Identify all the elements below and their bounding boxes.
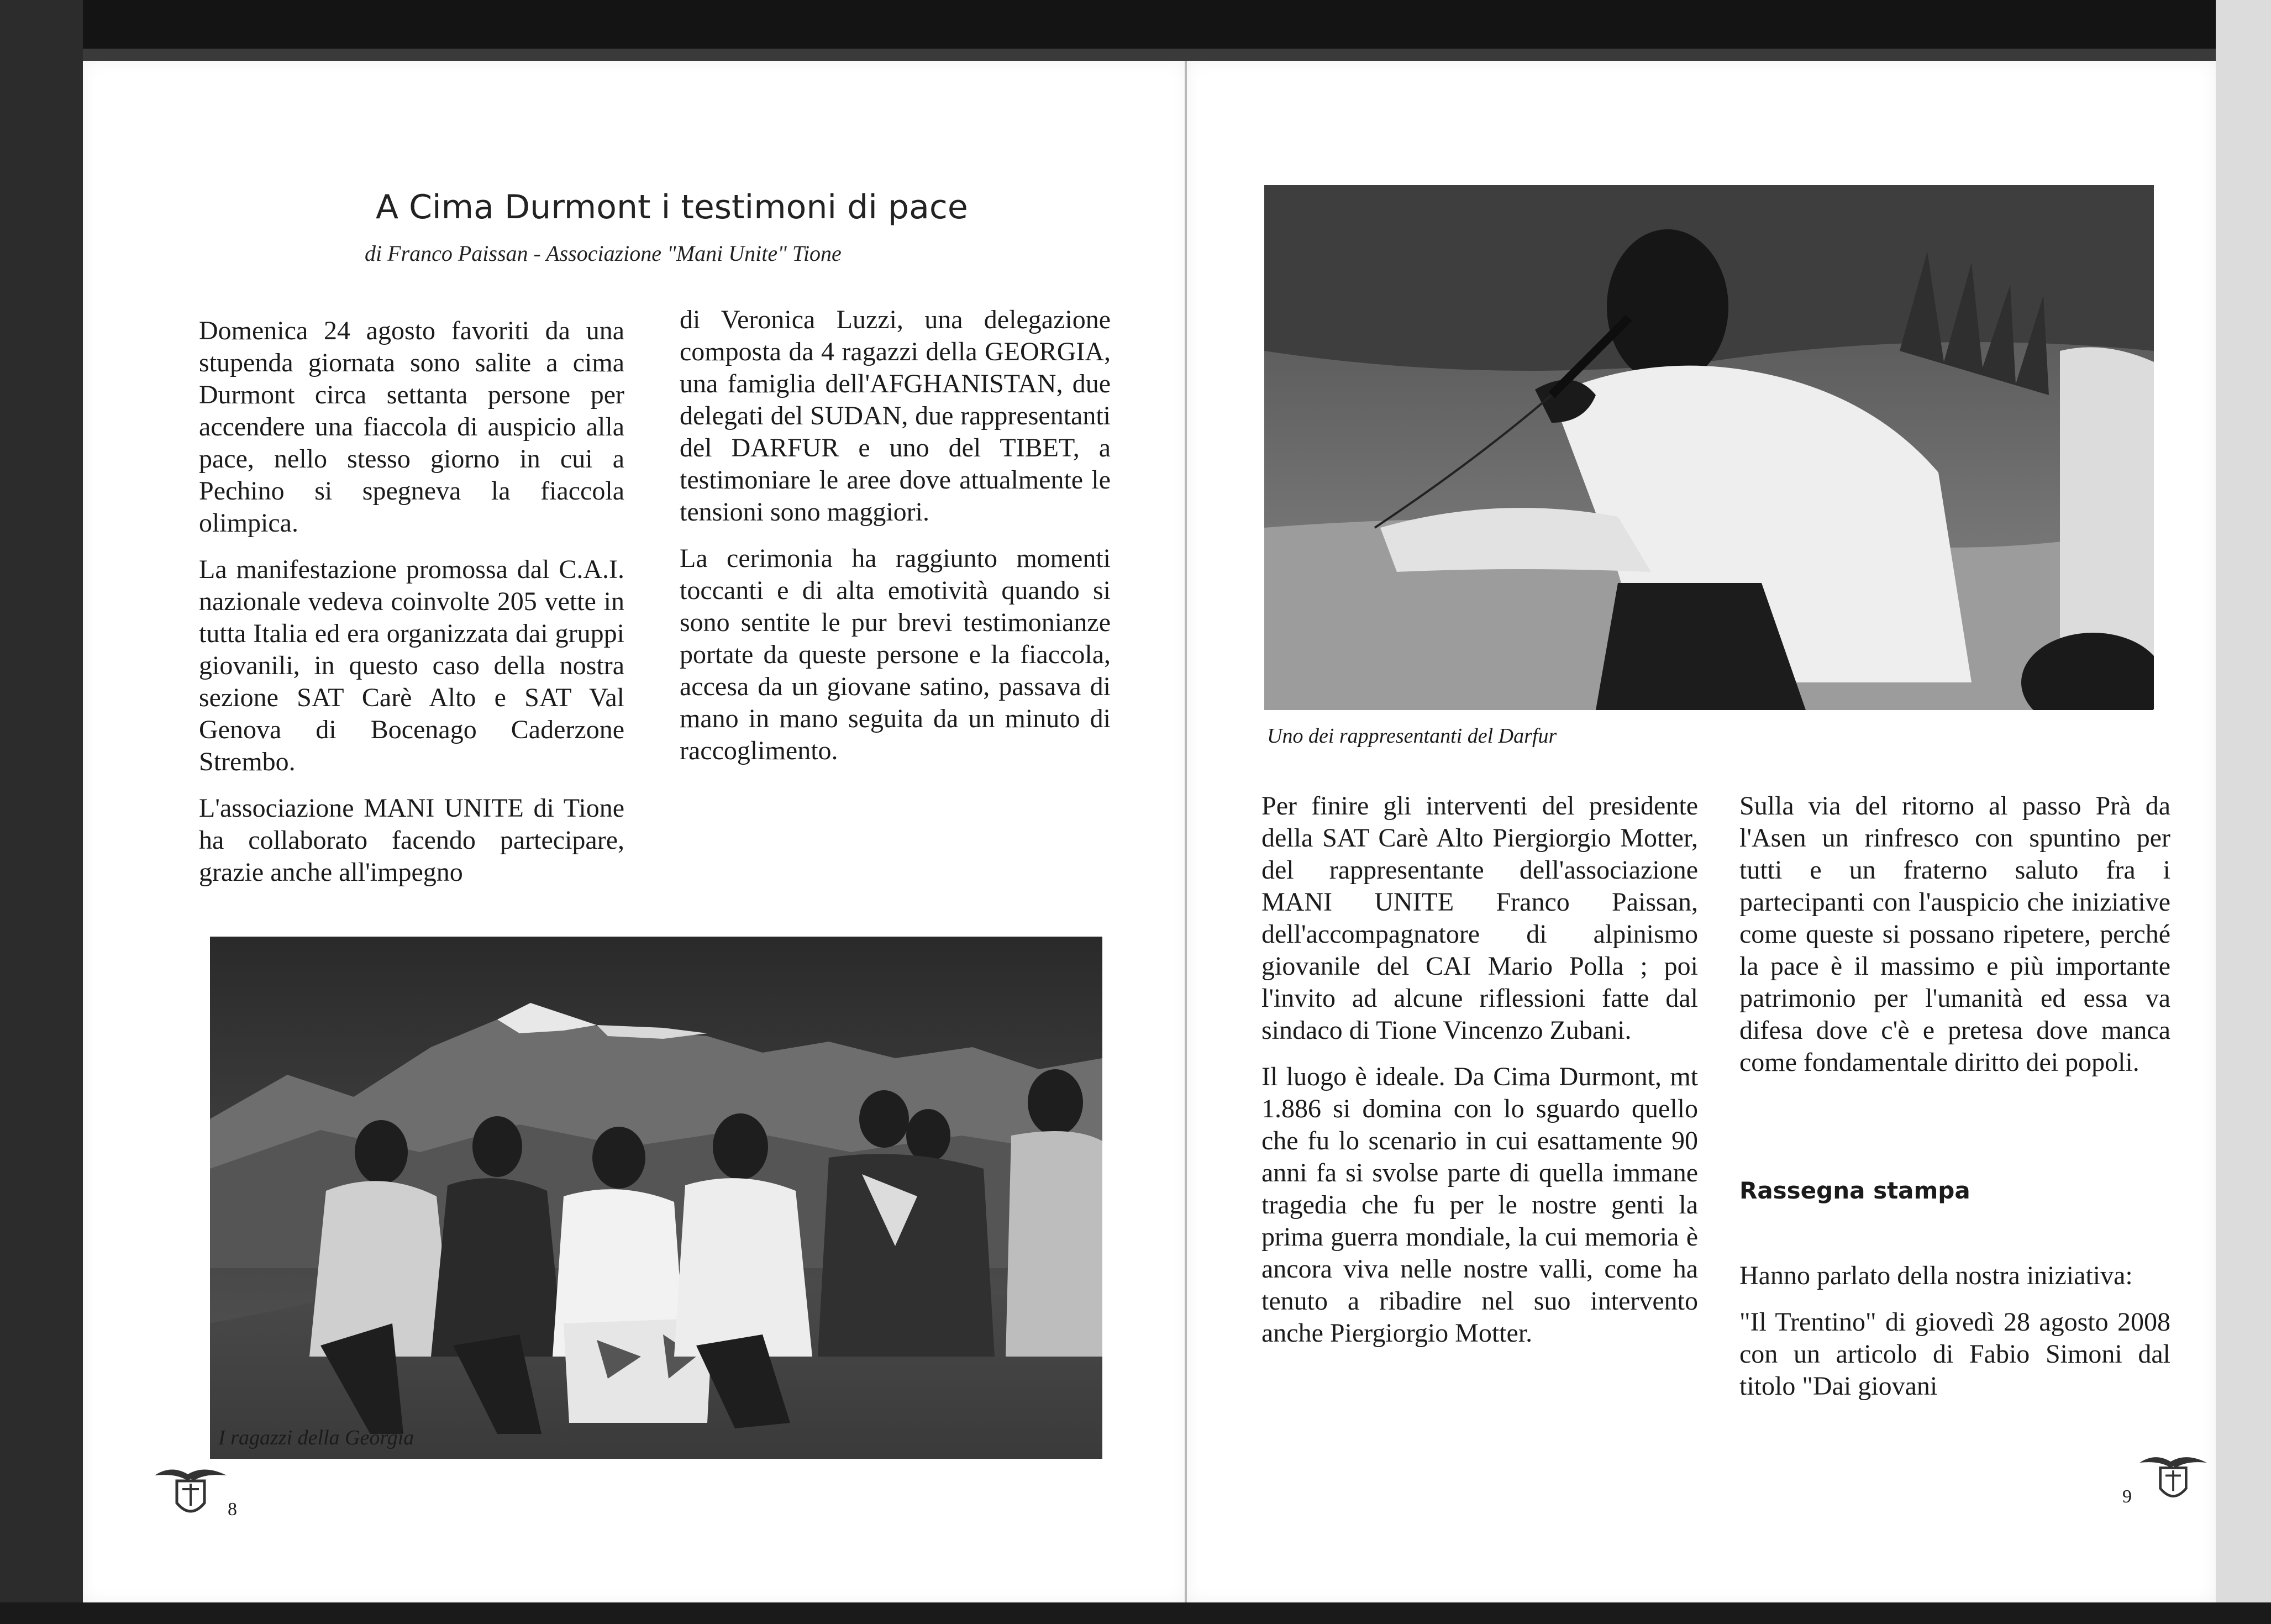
press-review-heading: Rassegna stampa (1739, 1177, 1970, 1204)
paragraph: L'associazione MANI UNITE di Tione ha collaborato facendo partecipare, grazie anche all'impegno (199, 793, 624, 887)
right-column-1 (1261, 790, 1698, 1364)
left-page (83, 61, 1187, 1602)
scan-border-top (0, 0, 2271, 49)
page-number: 9 (2122, 1486, 2132, 1507)
paragraph: Hanno parlato della nostra iniziativa: (1739, 1261, 2133, 1290)
left-column-2 (680, 304, 1111, 781)
paragraph: Domenica 24 agosto favoriti da una stupenda giornata sono salite a cima Durmont circa settanta persone per accendere una fiaccola di auspicio alla pace, nello stesso giorno in cui a Pechino si spegneva la fiaccola olimpica. (199, 316, 624, 538)
darfur-representative-photo (1264, 185, 2154, 710)
scan-border-right (2216, 0, 2271, 1624)
page-number: 8 (228, 1499, 237, 1520)
article-title: A Cima Durmont i testimoni di pace (376, 188, 968, 227)
georgia-photo-caption: I ragazzi della Georgia (218, 1426, 414, 1449)
sat-emblem-icon (149, 1459, 232, 1525)
paragraph: La manifestazione promossa dal C.A.I. nazionale vedeva coinvolte 205 vette in tutta Italia ed era organizzata dai gruppi giovanili, in questo caso della nostra sezione SAT Carè Alto e SAT Val Genova di Bocenago Caderzone Strembo. (199, 555, 624, 776)
scan-border-left (0, 0, 83, 1624)
press-review-text (1739, 1260, 2170, 1417)
paragraph: Il luogo è ideale. Da Cima Durmont, mt 1.886 si domina con lo sguardo quello che fu lo scenario in cui esattamente 90 anni fa si svolse parte di quella immane tragedia che fu per le nostre genti la prima guerra mondiale, la cui memoria è ancora viva nelle nostre valli, come ha tenuto a ribadire nel suo intervento anche Piergiorgio Motter. (1261, 1062, 1698, 1348)
georgia-group-photo (210, 937, 1102, 1459)
scan-border-bottom (0, 1602, 2271, 1624)
right-page (1187, 61, 2216, 1602)
sat-emblem-icon (2135, 1445, 2212, 1511)
paragraph: di Veronica Luzzi, una delegazione composta da 4 ragazzi della GEORGIA, una famiglia dell'AFGHANISTAN, due delegati del SUDAN, due rappresentanti del DARFUR e uno del TIBET, a testimoniare le aree dove attualmente le tensioni sono maggiori. (680, 305, 1111, 527)
article-byline: di Franco Paissan - Associazione "Mani Unite" Tione (365, 241, 842, 266)
paragraph: La cerimonia ha raggiunto momenti toccanti e di alta emotività quando si sono sentite le pur brevi testimonianze portate da queste persone e la fiaccola, accesa da un giovane satino, passava di mano in mano seguita da un minuto di raccoglimento. (680, 544, 1111, 765)
darfur-photo-caption: Uno dei rappresentanti del Darfur (1267, 724, 1557, 748)
paragraph: "Il Trentino" di giovedì 28 agosto 2008 con un articolo di Fabio Simoni dal titolo "Dai giovani (1739, 1307, 2170, 1401)
left-column-1 (199, 315, 624, 903)
paragraph: Sulla via del ritorno al passo Prà da l'Asen un rinfresco con spuntino per tutti e un fraterno saluto fra i partecipanti con l'auspicio che iniziative come queste si possano ripetere, perché la pace è il massimo e più importante patrimonio per l'umanità ed essa va difesa dove c'è e pretesa dove manca come fondamentale diritto dei popoli. (1739, 791, 2170, 1077)
right-column-2 (1739, 790, 2170, 1093)
paragraph: Per finire gli interventi del presidente della SAT Carè Alto Piergiorgio Motter, del rappresentante dell'associazione MANI UNITE Franco Paissan, dell'accompagnatore di alpinismo giovanile del CAI Mario Polla ; poi l'invito ad alcune riflessioni fatte dal sindaco di Tione Vincenzo Zubani. (1261, 791, 1698, 1045)
